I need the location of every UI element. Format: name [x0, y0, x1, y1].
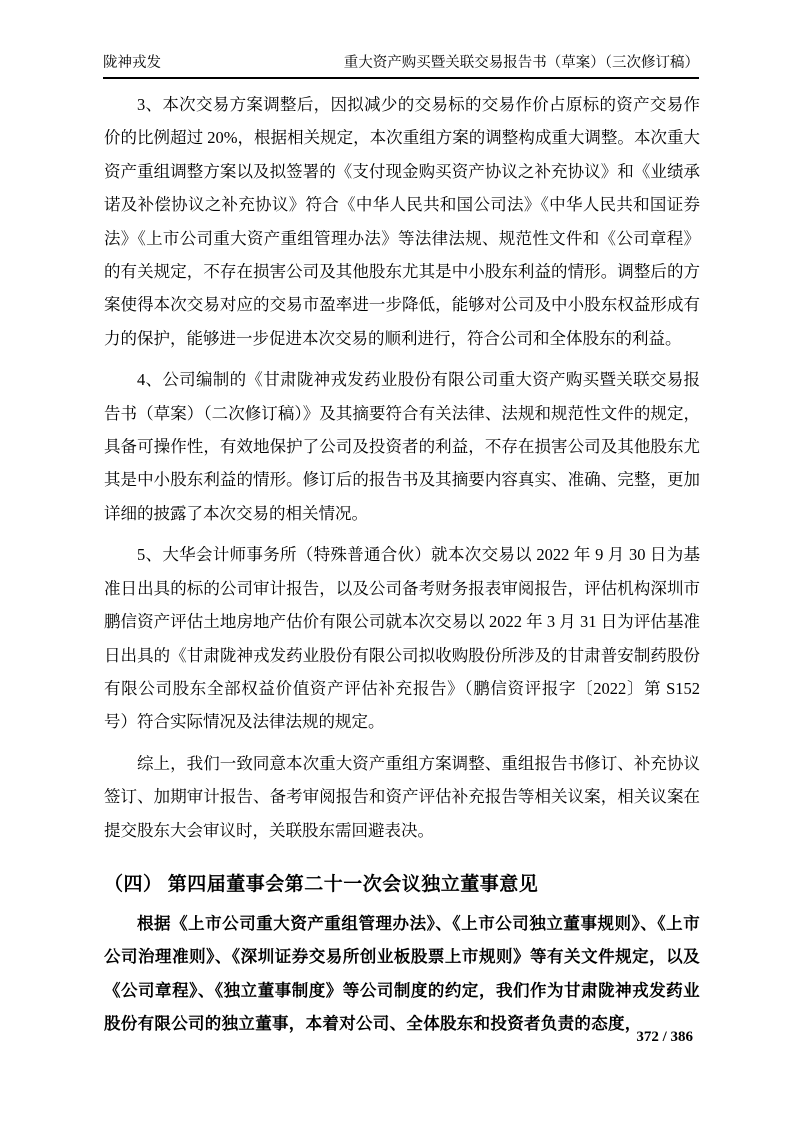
paragraph-item-4: 4、公司编制的《甘肃陇神戎发药业股份有限公司重大资产购买暨关联交易报告书（草案）（二次修订稿）》及其摘要符合有关法律、法规和规范性文件的规定，具备可操作性，有效地保护了公司及投资者的利益，不存在损害公司及其他股东尤其是中小股东利益的情形。修订后的报告书及其摘要内容真实、准确、完整，更加详细的披露了本次交易的相关情况。	[104, 370, 700, 523]
page-number: 372 / 386	[636, 1029, 693, 1045]
header-company-short-name: 陇神戎发	[103, 55, 161, 71]
header-document-title: 重大资产购买暨关联交易报告书（草案）（三次修订稿）	[343, 55, 699, 71]
paragraph-item-3: 3、本次交易方案调整后，因拟减少的交易标的交易作价占原标的资产交易作价的比例超过 20%，根据相关规定，本次重组方案的调整构成重大调整。本次重大资产重组调整方案以及拟签署的《支付现金购买资产协议之补充协议》和《业绩承诺及补偿协议之补充协议》符合《中华人民共和国公司法》《中华人民共和国证券法》《上市公司重大资产重组管理办法》等法律法规、规范性文件和《公司章程》的有关规定，不存在损害公司及其他股东尤其是中小股东利益的情形。调整后的方案使得本次交易对应的交易市盈率进一步降低，能够对公司及中小股东权益形成有力的保护，能够进一步促进本次交易的顺利进行，符合公司和全体股东的利益。	[104, 95, 700, 348]
page-header	[103, 54, 699, 79]
paragraph-item-5: 5、大华会计师事务所（特殊普通合伙）就本次交易以 2022 年 9 月 30 日为基准日出具的标的公司审计报告，以及公司备考财务报表审阅报告，评估机构深圳市鹏信资产评估土地房地产估价有限公司就本次交易以 2022 年 3 月 31 日为评估基准日出具的《甘肃陇神戎发药业股份有限公司拟收购股份所涉及的甘肃普安制药股份有限公司股东全部权益价值资产评估补充报告》（鹏信资评报字〔2022〕第 S152 号）符合实际情况及法律法规的规定。	[104, 545, 700, 732]
paragraph-independent-director-opinion: 根据《上市公司重大资产重组管理办法》、《上市公司独立董事规则》、《上市公司治理准则》、《深圳证券交易所创业板股票上市规则》等有关文件规定，以及《公司章程》、《独立董事制度》等公司制度的约定，我们作为甘肃陇神戎发药业股份有限公司的独立董事，本着对公司、全体股东和投资者负责的态度，	[104, 913, 700, 1034]
paragraph-summary: 综上，我们一致同意本次重大资产重组方案调整、重组报告书修订、补充协议签订、加期审计报告、备考审阅报告和资产评估补充报告等相关议案，相关议案在提交股东大会审议时，关联股东需回避表决。	[104, 753, 700, 840]
document-body	[104, 88, 700, 1041]
section-heading-independent-director-opinion: （四） 第四届董事会第二十一次会议独立董事意见	[104, 873, 539, 895]
page-footer	[636, 1028, 693, 1046]
